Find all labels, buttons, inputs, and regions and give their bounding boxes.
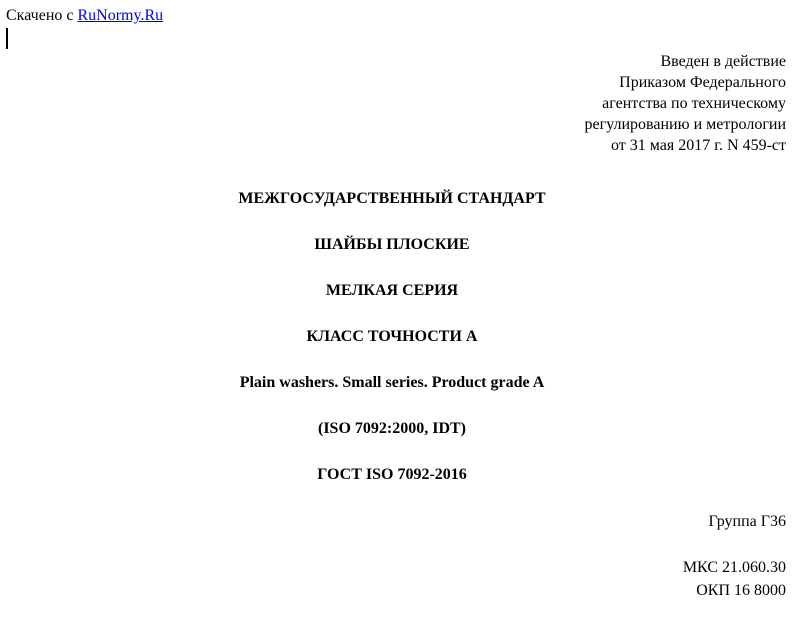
english-title-text: Plain washers. Small series. Product grade A [239,374,545,391]
document-title-line-2 [0,280,792,301]
document-title-line-1-text: ШАЙБЫ ПЛОСКИЕ [314,236,470,253]
approval-line-3: агентства по техническому [602,95,786,112]
approval-line-5: от 31 мая 2017 г. N 459-ст [611,137,786,154]
text-cursor [6,28,8,49]
approval-block [585,51,786,156]
iso-reference [0,418,792,439]
document-title-line-1 [0,234,792,255]
classification-group: Группа Г36 [708,513,786,530]
classification-mks: МКС 21.060.30 [682,559,786,576]
downloaded-from-label: Скачено с [6,7,74,24]
source-line [6,6,163,26]
document-title-line-3-text: КЛАСС ТОЧНОСТИ А [306,328,478,345]
approval-line-2: Приказом Федерального [619,74,786,91]
approval-line-4: регулированию и метрологии [584,116,786,133]
standard-type-heading [0,188,792,209]
english-title [0,372,792,393]
standard-designation [0,464,792,485]
source-link[interactable]: RuNormy.Ru [77,7,164,24]
standard-type-text: МЕЖГОСУДАРСТВЕННЫЙ СТАНДАРТ [238,190,546,207]
classification-okp: ОКП 16 8000 [696,582,786,599]
approval-line-1: Введен в действие [660,53,786,70]
iso-reference-text: (ISO 7092:2000, IDT) [317,420,466,437]
standard-designation-text: ГОСТ ISO 7092-2016 [317,466,467,483]
document-title-line-3 [0,326,792,347]
document-title-line-2-text: МЕЛКАЯ СЕРИЯ [325,282,459,299]
